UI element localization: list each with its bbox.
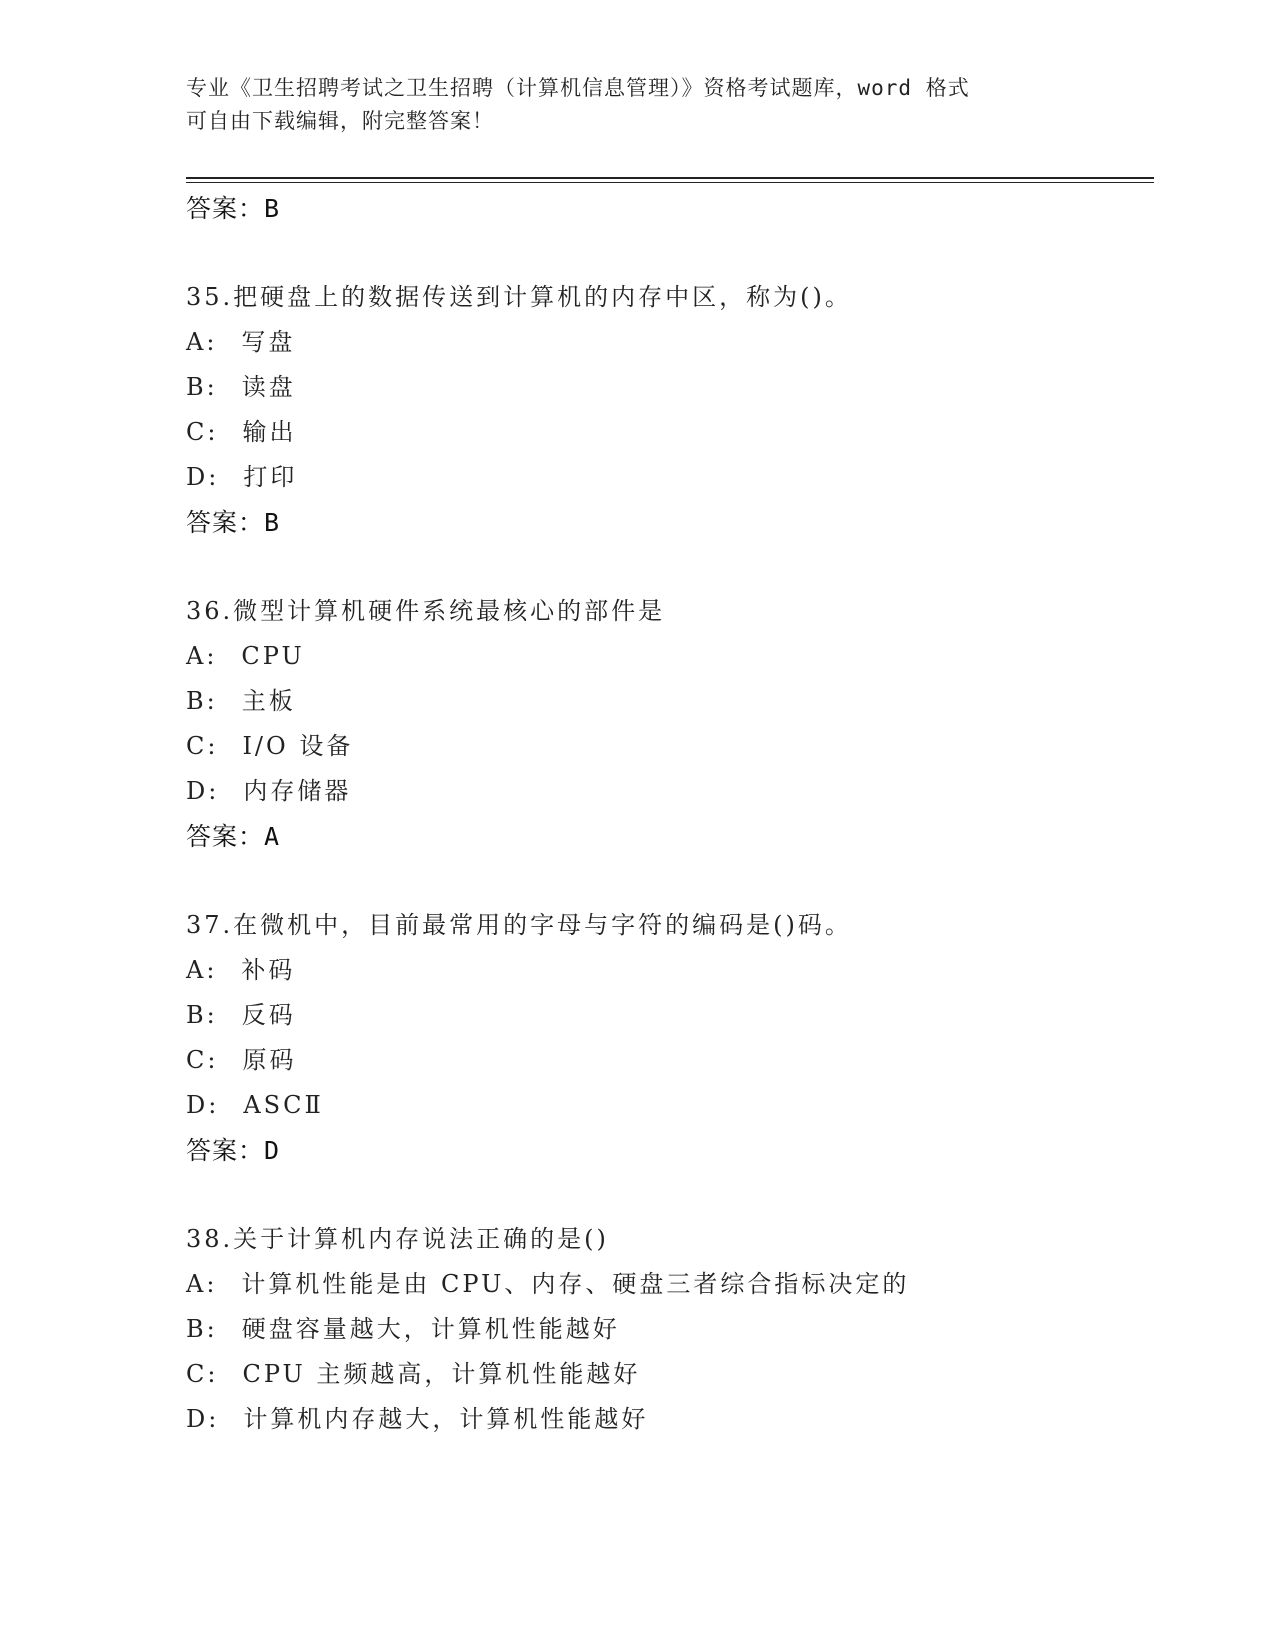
option-b [186, 365, 1146, 410]
spacer [186, 232, 1146, 275]
option-a [186, 634, 1146, 679]
option-text: 反码 [241, 1001, 296, 1029]
option-letter: C: [186, 1046, 219, 1074]
option-text: 写盘 [241, 328, 296, 356]
question-stem: 38.关于计算机内存说法正确的是() [186, 1225, 609, 1253]
option-text: 原码 [242, 1046, 297, 1074]
option-b [186, 1307, 1146, 1352]
option-letter: C: [186, 1360, 219, 1388]
option-text: ASCⅡ [243, 1091, 324, 1119]
answer-line: 答案：D [186, 1136, 281, 1165]
option-text: 计算机内存越大，计算机性能越好 [243, 1405, 649, 1433]
option-letter: B: [186, 1315, 218, 1343]
option-letter: D: [186, 777, 220, 805]
question-block [186, 903, 1146, 1174]
option-letter: C: [186, 418, 219, 446]
answer-line: 答案：B [186, 508, 281, 537]
option-letter: C: [186, 732, 219, 760]
option-letter: D: [186, 1091, 220, 1119]
answer-line: 答案：B [186, 194, 281, 223]
spacer [186, 860, 1146, 903]
option-letter: A: [186, 956, 218, 984]
option-d [186, 1397, 1146, 1442]
spacer [186, 546, 1146, 589]
option-text: 补码 [241, 956, 296, 984]
question-stem: 35.把硬盘上的数据传送到计算机的内存中区，称为()。 [186, 283, 852, 311]
option-text: I/O 设备 [242, 732, 354, 760]
question-stem: 36.微型计算机硬件系统最核心的部件是 [186, 597, 666, 625]
option-text: 主板 [241, 687, 296, 715]
option-text: CPU [241, 642, 305, 670]
question-block [186, 589, 1146, 860]
header-divider-thin [186, 182, 1154, 183]
option-c [186, 1038, 1146, 1083]
option-text: CPU 主频越高，计算机性能越好 [242, 1360, 641, 1388]
option-letter: A: [186, 328, 218, 356]
answer-line: 答案：A [186, 822, 281, 851]
option-a [186, 320, 1146, 365]
option-letter: A: [186, 642, 218, 670]
option-text: 硬盘容量越大，计算机性能越好 [241, 1315, 620, 1343]
option-c [186, 1352, 1146, 1397]
spacer [186, 1174, 1146, 1217]
option-text: 计算机性能是由 CPU、内存、硬盘三者综合指标决定的 [241, 1270, 910, 1298]
question-block [186, 275, 1146, 546]
header-line-2: 可自由下载编辑，附完整答案！ [186, 109, 494, 133]
option-letter: B: [186, 687, 218, 715]
option-text: 读盘 [241, 373, 296, 401]
question-stem: 37.在微机中，目前最常用的字母与字符的编码是()码。 [186, 911, 852, 939]
option-b [186, 679, 1146, 724]
option-letter: B: [186, 1001, 218, 1029]
option-letter: A: [186, 1270, 218, 1298]
option-c [186, 410, 1146, 455]
option-text: 输出 [242, 418, 297, 446]
header-line-1: 专业《卫生招聘考试之卫生招聘（计算机信息管理）》资格考试题库，word 格式 [186, 76, 970, 100]
option-d [186, 455, 1146, 500]
option-b [186, 993, 1146, 1038]
option-c [186, 724, 1146, 769]
option-a [186, 948, 1146, 993]
question-list [186, 186, 1146, 1442]
option-text: 内存储器 [243, 777, 352, 805]
option-letter: B: [186, 373, 218, 401]
header-divider-thick [186, 177, 1154, 179]
option-d [186, 769, 1146, 814]
option-a [186, 1262, 1146, 1307]
option-letter: D: [186, 463, 220, 491]
option-letter: D: [186, 1405, 220, 1433]
question-block [186, 1217, 1146, 1442]
option-d [186, 1083, 1146, 1128]
option-text: 打印 [243, 463, 298, 491]
page-header [186, 72, 1086, 138]
